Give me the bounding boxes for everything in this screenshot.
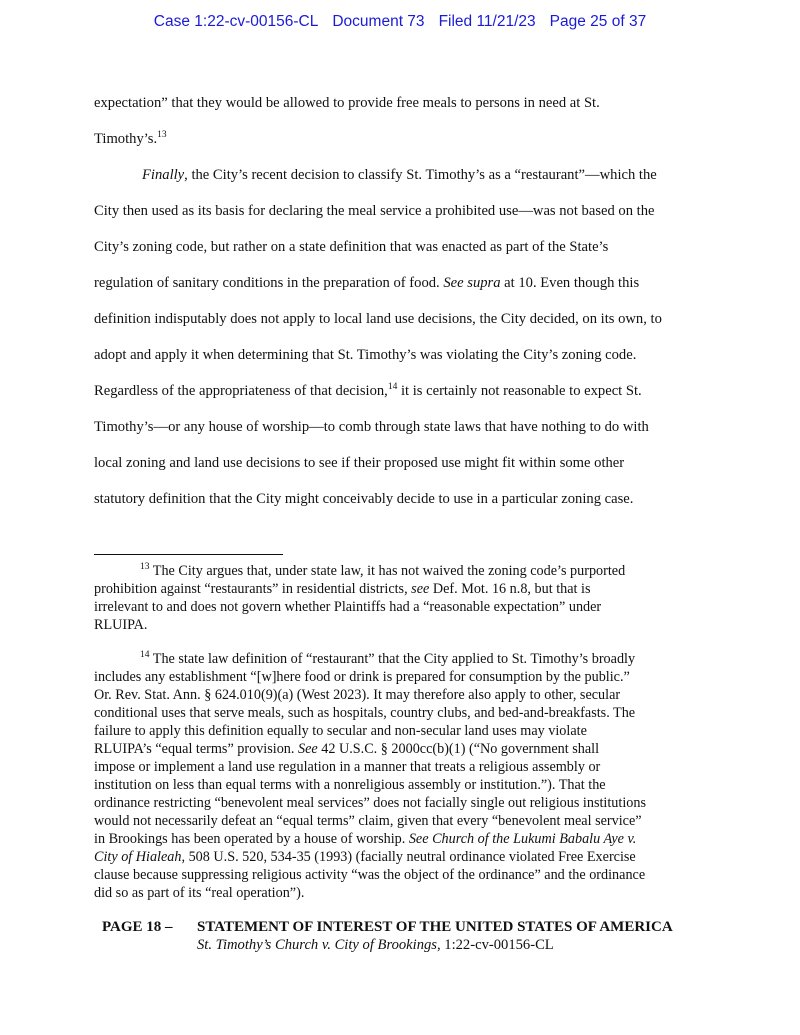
body-line: Timothy’s—or any house of worship—to comb through state laws that have nothing to do with bbox=[94, 419, 649, 435]
body-line: definition indisputably does not apply to local land use decisions, the City decided, on its own, to bbox=[94, 311, 662, 327]
body-line: Regardless of the appropriateness of that decision,$^{14}$ it is certainly not reasonable to expect St. bbox=[94, 382, 642, 399]
page-count: Page 25 of 37 bbox=[549, 13, 647, 30]
ecf-header bbox=[0, 13, 800, 31]
footnote-divider bbox=[94, 554, 283, 555]
footer-title: STATEMENT OF INTEREST OF THE UNITED STATES OF AMERICA bbox=[197, 919, 673, 935]
body-line: statutory definition that the City might conceivably decide to use in a particular zoning case. bbox=[94, 491, 634, 507]
body-line: City’s zoning code, but rather on a state definition that was enacted as part of the State’s bbox=[94, 239, 609, 255]
body-line: expectation” that they would be allowed to provide free meals to persons in need at St. bbox=[94, 95, 600, 111]
document-number: Document 73 bbox=[332, 13, 425, 30]
case-number: Case 1:22-cv-00156-CL bbox=[153, 13, 319, 30]
body-line: Finally, the City’s recent decision to classify St. Timothy’s as a “restaurant”—which the bbox=[142, 167, 657, 183]
footer-case-caption: St. Timothy’s Church v. City of Brookings, 1:22-cv-00156-CL bbox=[197, 937, 554, 953]
body-line: adopt and apply it when determining that St. Timothy’s was violating the City’s zoning code. bbox=[94, 347, 637, 363]
footnote-ref-14: 14 bbox=[387, 382, 398, 392]
body-line: local zoning and land use decisions to see if their proposed use might fit within some other bbox=[94, 455, 625, 471]
footnote-number: 13 bbox=[140, 562, 150, 572]
document-page: Case 1:22-cv-00156-CL Document 73 Filed 11/21/23 Page 25 of 37 expectation” that they would be allowed to provide free meals to persons in need at St. Timothy’s.$^{13}$ Finally, the City’s recent decision to classify St. Timothy’s as a “restaurant”—which the City then used as its basis for declaring the meal service a prohibited use—was not based on the City’s zoning code, but rather on a state definition that was enacted as part of the State’s regulation of sanitary conditions in the preparation of food. See supra at 10. Even though this definition indisputably does not apply to local land use decisions, the City decided, on its own, to adopt and apply it when determining that St. Timothy’s was violating the City’s zoning code. Regardless of the appropriateness of that decision,$^{14}$ it is certainly not reasonable to expect St. Timothy’s—or any house of worship—to comb through state laws that have nothing to do with local zoning and land use decisions to see if their proposed use might fit within some other statutory definition that the City might conceivably decide to use in a particular zoning case. $^{13}$ The City argues that, under state law, it has not waived the zoning code’s purported prohibition against “restaurants” in residential districts, see Def. Mot. 16 n.8, but that is irrelevant to and does not govern whether Plaintiffs had a “reasonable expectation” under RLUIPA. $^{14}$ The state law definition of “restaurant” that the City applied to St. Timothy’s broadly includes any establishment “[w]here food or drink is prepared for consumption by the public.” Or. Rev. Stat. Ann. § 624.010(9)(a) (West 2023). It may therefore also apply to other, secular conditional uses that serve meals, such as hospitals, country clubs, and bed-and-breakfasts. The failure to apply this definition equally to secular and non-secular land uses may violate RLUIPA’s “equal terms” provision. See 42 U.S.C. § 2000cc(b)(1) (“No government shall impose or implement a land use regulation in a manner that treats a religious assembly or institution on less than equal terms with a nonreligious assembly or institution.”). That the ordinance restricting “benevolent meal services” does not facially single out religious institutions would not necessarily defeat an “equal terms” claim, given that every “benevolent meal service” in Brookings has been operated by a house of worship. See Church of the Lukumi Babalu Aye v. City of Hialeah, 508 U.S. 520, 534-35 (1993) (facially neutral ordinance violated Free Exercise clause because suppressing religious activity “was the object of the ordinance” and the ordinance did so as part of its “real operation”). PAGE 18 – STATEMENT OF INTEREST OF THE UNITED STATES OF AMERICA St. Timothy’s Church v. City of Brookings, 1:22-cv-00156-CL bbox=[0, 0, 800, 1035]
footer-page-label: PAGE 18 – bbox=[102, 919, 173, 935]
footnote-number: 14 bbox=[140, 650, 150, 660]
body-line: regulation of sanitary conditions in the preparation of food. See supra at 10. Even though this bbox=[94, 275, 640, 291]
footnote-ref-13: 13 bbox=[157, 130, 167, 140]
filed-date: Filed 11/21/23 bbox=[438, 13, 536, 30]
body-line: City then used as its basis for declaring the meal service a prohibited use—was not based on the bbox=[94, 203, 655, 219]
body-line: Timothy’s.$^{13}$ bbox=[94, 130, 167, 147]
